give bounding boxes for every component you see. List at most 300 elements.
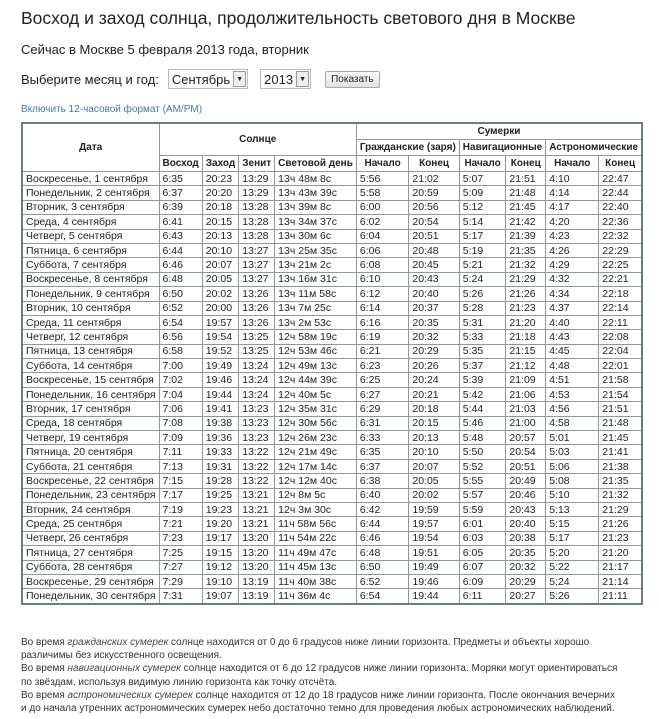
cell-sunset: 20:05: [202, 272, 238, 286]
header-sunrise: Восход: [159, 156, 202, 172]
cell-astro-end: 21:54: [599, 387, 642, 401]
cell-civil-start: 6:23: [356, 359, 409, 373]
cell-civil-start: 6:52: [356, 574, 409, 588]
cell-astro-end: 22:29: [599, 243, 642, 257]
cell-astro-end: 22:44: [599, 186, 642, 200]
cell-nautical-end: 20:38: [506, 531, 546, 545]
cell-civil-end: 20:56: [409, 200, 459, 214]
cell-civil-start: 5:58: [356, 186, 409, 200]
cell-sunset: 19:28: [202, 474, 238, 488]
cell-sunrise: 6:37: [159, 186, 202, 200]
table-row: [22, 287, 642, 301]
cell-zenith: 13:20: [239, 531, 275, 545]
cell-sunset: 19:33: [202, 445, 238, 459]
header-nautical-end: Конец: [506, 156, 546, 172]
cell-nautical-end: 20:49: [506, 474, 546, 488]
cell-nautical-end: 20:46: [506, 488, 546, 502]
cell-nautical-end: 21:39: [506, 229, 546, 243]
cell-civil-end: 20:07: [409, 459, 459, 473]
cell-nautical-end: 20:27: [506, 589, 546, 604]
table-row: [22, 445, 642, 459]
cell-nautical-start: 6:09: [459, 574, 506, 588]
cell-daylight: 13ч 34м 37с: [275, 215, 357, 229]
cell-zenith: 13:25: [239, 344, 275, 358]
cell-date: Суббота, 7 сентября: [22, 258, 159, 272]
cell-civil-start: 6:40: [356, 488, 409, 502]
cell-astro-start: 4:56: [546, 402, 599, 416]
cell-date: Вторник, 17 сентября: [22, 402, 159, 416]
cell-civil-start: 6:08: [356, 258, 409, 272]
table-row: [22, 431, 642, 445]
cell-civil-start: 6:46: [356, 531, 409, 545]
cell-astro-start: 5:20: [546, 546, 599, 560]
cell-zenith: 13:22: [239, 445, 275, 459]
cell-civil-end: 19:44: [409, 589, 459, 604]
cell-astro-end: 21:17: [599, 560, 642, 574]
cell-daylight: 13ч 16м 31с: [275, 272, 357, 286]
cell-daylight: 13ч 11м 58с: [275, 287, 357, 301]
cell-zenith: 13:28: [239, 200, 275, 214]
table-row: [22, 172, 642, 186]
cell-astro-end: 21:38: [599, 459, 642, 473]
cell-daylight: 13ч 48м 8с: [275, 172, 357, 186]
cell-sunset: 20:02: [202, 287, 238, 301]
cell-zenith: 13:23: [239, 431, 275, 445]
cell-sunrise: 7:13: [159, 459, 202, 473]
cell-date: Воскресенье, 15 сентября: [22, 373, 159, 387]
cell-civil-start: 6:48: [356, 546, 409, 560]
cell-sunrise: 6:43: [159, 229, 202, 243]
cell-sunset: 20:10: [202, 243, 238, 257]
cell-astro-end: 22:18: [599, 287, 642, 301]
header-twilight: Сумерки: [356, 123, 642, 140]
table-body: [22, 172, 642, 604]
cell-civil-end: 20:45: [409, 258, 459, 272]
header-civil-end: Конец: [409, 156, 459, 172]
cell-civil-end: 20:10: [409, 445, 459, 459]
cell-daylight: 12ч 26м 23с: [275, 431, 357, 445]
cell-astro-end: 22:01: [599, 359, 642, 373]
cell-zenith: 13:22: [239, 459, 275, 473]
cell-date: Четверг, 19 сентября: [22, 431, 159, 445]
current-date: Сейчас в Москве 5 февраля 2013 года, вторник: [21, 42, 309, 57]
cell-astro-start: 4:37: [546, 301, 599, 315]
cell-astro-end: 22:08: [599, 330, 642, 344]
cell-civil-start: 6:02: [356, 215, 409, 229]
cell-astro-start: 5:03: [546, 445, 599, 459]
cell-zenith: 13:23: [239, 402, 275, 416]
chevron-down-icon: ▼: [296, 71, 309, 87]
cell-civil-start: 6:33: [356, 431, 409, 445]
month-value: Сентябрь: [171, 71, 231, 87]
cell-daylight: 12ч 53м 46с: [275, 344, 357, 358]
cell-date: Среда, 4 сентября: [22, 215, 159, 229]
cell-zenith: 13:21: [239, 517, 275, 531]
picker-label: Выберите месяц и год:: [21, 71, 159, 87]
header-astro-start: Начало: [546, 156, 599, 172]
cell-astro-start: 4:10: [546, 172, 599, 186]
cell-civil-start: 6:44: [356, 517, 409, 531]
cell-sunrise: 7:27: [159, 560, 202, 574]
cell-date: Воскресенье, 1 сентября: [22, 172, 159, 186]
cell-civil-end: 20:37: [409, 301, 459, 315]
table-row: [22, 387, 642, 401]
show-button[interactable]: Показать: [325, 71, 380, 88]
cell-zenith: 13:26: [239, 301, 275, 315]
cell-nautical-end: 21:45: [506, 200, 546, 214]
cell-nautical-end: 21:03: [506, 402, 546, 416]
cell-astro-end: 22:47: [599, 172, 642, 186]
cell-civil-start: 6:38: [356, 474, 409, 488]
year-value: 2013: [264, 71, 294, 87]
cell-nautical-start: 6:11: [459, 589, 506, 604]
cell-date: Четверг, 26 сентября: [22, 531, 159, 545]
cell-astro-start: 5:22: [546, 560, 599, 574]
cell-sunrise: 7:00: [159, 359, 202, 373]
table-row: [22, 574, 642, 588]
cell-astro-start: 4:20: [546, 215, 599, 229]
cell-sunset: 19:15: [202, 546, 238, 560]
cell-nautical-end: 20:35: [506, 546, 546, 560]
cell-sunset: 19:44: [202, 387, 238, 401]
cell-sunset: 20:00: [202, 301, 238, 315]
cell-date: Пятница, 27 сентября: [22, 546, 159, 560]
cell-zenith: 13:26: [239, 287, 275, 301]
cell-zenith: 13:27: [239, 258, 275, 272]
table-row: [22, 474, 642, 488]
cell-civil-end: 20:02: [409, 488, 459, 502]
header-date: Дата: [22, 123, 159, 172]
cell-nautical-start: 5:07: [459, 172, 506, 186]
table-row: [22, 373, 642, 387]
table-row: [22, 229, 642, 243]
cell-daylight: 12ч 58м 19с: [275, 330, 357, 344]
cell-nautical-start: 5:39: [459, 373, 506, 387]
cell-sunrise: 7:25: [159, 546, 202, 560]
cell-date: Пятница, 20 сентября: [22, 445, 159, 459]
note-em: навигационных сумерек: [67, 663, 181, 675]
cell-sunrise: 6:56: [159, 330, 202, 344]
table-row: [22, 402, 642, 416]
cell-civil-start: 6:04: [356, 229, 409, 243]
cell-civil-end: 20:24: [409, 373, 459, 387]
table-row: [22, 459, 642, 473]
cell-civil-start: 6:14: [356, 301, 409, 315]
cell-civil-start: 6:27: [356, 387, 409, 401]
cell-nautical-start: 5:17: [459, 229, 506, 243]
cell-nautical-end: 20:40: [506, 517, 546, 531]
cell-nautical-start: 6:07: [459, 560, 506, 574]
table-row: [22, 560, 642, 574]
cell-nautical-end: 21:15: [506, 344, 546, 358]
cell-nautical-end: 21:06: [506, 387, 546, 401]
cell-astro-end: 22:11: [599, 315, 642, 329]
cell-sunrise: 7:08: [159, 416, 202, 430]
cell-civil-end: 20:48: [409, 243, 459, 257]
cell-nautical-end: 21:26: [506, 287, 546, 301]
table-row: [22, 330, 642, 344]
cell-nautical-start: 6:01: [459, 517, 506, 531]
cell-sunset: 19:10: [202, 574, 238, 588]
cell-sunrise: 7:21: [159, 517, 202, 531]
cell-nautical-end: 20:57: [506, 431, 546, 445]
cell-sunset: 19:52: [202, 344, 238, 358]
cell-date: Вторник, 3 сентября: [22, 200, 159, 214]
cell-civil-start: 5:56: [356, 172, 409, 186]
cell-astro-end: 22:21: [599, 272, 642, 286]
cell-nautical-end: 21:09: [506, 373, 546, 387]
cell-zenith: 13:27: [239, 272, 275, 286]
cell-date: Среда, 18 сентября: [22, 416, 159, 430]
cell-civil-end: 19:46: [409, 574, 459, 588]
note-post: солнце находится от 6 до 12 градусов ниже линии горизонта. Моряки могут ориентироваться по звёздам, используя видимую линию горизонта как точку отсчёта.: [21, 663, 618, 688]
cell-sunrise: 7:19: [159, 502, 202, 516]
cell-zenith: 13:25: [239, 330, 275, 344]
cell-astro-end: 21:32: [599, 488, 642, 502]
cell-sunset: 19:49: [202, 359, 238, 373]
cell-nautical-end: 21:35: [506, 243, 546, 257]
cell-nautical-start: 5:28: [459, 301, 506, 315]
cell-sunrise: 7:17: [159, 488, 202, 502]
cell-daylight: 12ч 35м 31с: [275, 402, 357, 416]
cell-daylight: 13ч 7м 25с: [275, 301, 357, 315]
cell-sunset: 19:46: [202, 373, 238, 387]
cell-civil-start: 6:25: [356, 373, 409, 387]
cell-sunrise: 7:09: [159, 431, 202, 445]
cell-sunset: 19:07: [202, 589, 238, 604]
cell-daylight: 13ч 25м 35с: [275, 243, 357, 257]
note-pre: Во время: [21, 663, 68, 675]
note-pre: Во время: [21, 689, 68, 701]
cell-sunset: 19:12: [202, 560, 238, 574]
cell-date: Воскресенье, 22 сентября: [22, 474, 159, 488]
cell-astro-start: 4:29: [546, 258, 599, 272]
cell-astro-end: 21:29: [599, 502, 642, 516]
cell-astro-start: 4:32: [546, 272, 599, 286]
note-em: астрономических сумерек: [67, 689, 193, 701]
cell-civil-end: 20:59: [409, 186, 459, 200]
cell-daylight: 11ч 40м 38с: [275, 574, 357, 588]
cell-nautical-start: 5:55: [459, 474, 506, 488]
cell-sunrise: 6:58: [159, 344, 202, 358]
cell-astro-start: 4:58: [546, 416, 599, 430]
cell-nautical-start: 5:31: [459, 315, 506, 329]
cell-sunrise: 7:15: [159, 474, 202, 488]
cell-daylight: 12ч 44м 39с: [275, 373, 357, 387]
cell-sunset: 19:31: [202, 459, 238, 473]
cell-astro-start: 5:13: [546, 502, 599, 516]
cell-civil-end: 20:05: [409, 474, 459, 488]
twilight-note: [21, 636, 621, 662]
cell-zenith: 13:19: [239, 589, 275, 604]
cell-daylight: 11ч 36м 4с: [275, 589, 357, 604]
cell-astro-end: 22:14: [599, 301, 642, 315]
chevron-down-icon: ▼: [233, 71, 246, 87]
cell-date: Пятница, 13 сентября: [22, 344, 159, 358]
cell-civil-start: 6:16: [356, 315, 409, 329]
cell-sunset: 20:18: [202, 200, 238, 214]
cell-astro-start: 5:01: [546, 431, 599, 445]
cell-date: Среда, 11 сентября: [22, 315, 159, 329]
cell-nautical-start: 5:09: [459, 186, 506, 200]
cell-daylight: 11ч 49м 47с: [275, 546, 357, 560]
cell-astro-end: 21:35: [599, 474, 642, 488]
cell-civil-end: 19:59: [409, 502, 459, 516]
cell-zenith: 13:24: [239, 373, 275, 387]
table-row: [22, 301, 642, 315]
cell-nautical-start: 5:59: [459, 502, 506, 516]
note-em: гражданских сумерек: [67, 637, 169, 648]
cell-zenith: 13:21: [239, 488, 275, 502]
cell-date: Четверг, 12 сентября: [22, 330, 159, 344]
cell-civil-end: 19:54: [409, 531, 459, 545]
cell-sunset: 19:20: [202, 517, 238, 531]
cell-sunset: 19:38: [202, 416, 238, 430]
cell-sunset: 19:36: [202, 431, 238, 445]
cell-civil-start: 6:42: [356, 502, 409, 516]
cell-astro-start: 4:34: [546, 287, 599, 301]
cell-civil-end: 19:57: [409, 517, 459, 531]
cell-astro-start: 5:24: [546, 574, 599, 588]
cell-astro-end: 22:25: [599, 258, 642, 272]
cell-zenith: 13:20: [239, 560, 275, 574]
cell-date: Понедельник, 9 сентября: [22, 287, 159, 301]
cell-sunrise: 6:35: [159, 172, 202, 186]
cell-astro-start: 5:26: [546, 589, 599, 604]
cell-sunrise: 7:11: [159, 445, 202, 459]
month-select[interactable]: [168, 69, 248, 89]
cell-astro-end: 21:41: [599, 445, 642, 459]
cell-astro-end: 21:23: [599, 531, 642, 545]
cell-daylight: 12ч 49м 13с: [275, 359, 357, 373]
cell-nautical-end: 21:23: [506, 301, 546, 315]
sun-table: [21, 122, 643, 605]
cell-nautical-end: 21:20: [506, 315, 546, 329]
cell-zenith: 13:20: [239, 546, 275, 560]
cell-astro-end: 21:26: [599, 517, 642, 531]
cell-civil-start: 6:37: [356, 459, 409, 473]
cell-civil-start: 6:06: [356, 243, 409, 257]
cell-civil-end: 20:32: [409, 330, 459, 344]
header-nautical: Навигационные: [459, 140, 545, 156]
header-civil-start: Начало: [356, 156, 409, 172]
cell-nautical-end: 20:32: [506, 560, 546, 574]
cell-nautical-end: 21:12: [506, 359, 546, 373]
cell-daylight: 12ч 17м 14с: [275, 459, 357, 473]
cell-daylight: 11ч 45м 13с: [275, 560, 357, 574]
cell-astro-start: 4:26: [546, 243, 599, 257]
cell-zenith: 13:19: [239, 574, 275, 588]
cell-zenith: 13:24: [239, 359, 275, 373]
table-row: [22, 315, 642, 329]
cell-sunrise: 6:44: [159, 243, 202, 257]
twilight-notes: [21, 636, 621, 715]
cell-civil-end: 20:35: [409, 315, 459, 329]
table-row: [22, 359, 642, 373]
header-zenith: Зенит: [239, 156, 275, 172]
cell-nautical-end: 21:42: [506, 215, 546, 229]
cell-civil-start: 6:35: [356, 445, 409, 459]
cell-astro-start: 4:48: [546, 359, 599, 373]
header-sun: Солнце: [159, 123, 356, 156]
cell-zenith: 13:28: [239, 215, 275, 229]
cell-nautical-start: 5:26: [459, 287, 506, 301]
cell-nautical-start: 5:14: [459, 215, 506, 229]
cell-date: Суббота, 14 сентября: [22, 359, 159, 373]
cell-nautical-start: 5:42: [459, 387, 506, 401]
cell-civil-start: 6:00: [356, 200, 409, 214]
cell-civil-start: 6:12: [356, 287, 409, 301]
cell-date: Среда, 25 сентября: [22, 517, 159, 531]
cell-sunrise: 6:50: [159, 287, 202, 301]
cell-sunrise: 6:48: [159, 272, 202, 286]
cell-civil-end: 20:43: [409, 272, 459, 286]
cell-nautical-end: 20:29: [506, 574, 546, 588]
cell-nautical-start: 5:33: [459, 330, 506, 344]
table-row: [22, 531, 642, 545]
cell-astro-start: 4:23: [546, 229, 599, 243]
cell-date: Вторник, 24 сентября: [22, 502, 159, 516]
cell-nautical-end: 21:18: [506, 330, 546, 344]
cell-sunset: 19:25: [202, 488, 238, 502]
cell-astro-end: 22:04: [599, 344, 642, 358]
header-daylight: Световой день: [275, 156, 357, 172]
cell-sunrise: 6:52: [159, 301, 202, 315]
cell-nautical-start: 5:57: [459, 488, 506, 502]
cell-civil-start: 6:54: [356, 589, 409, 604]
table-row: [22, 344, 642, 358]
year-select[interactable]: [260, 69, 311, 89]
cell-date: Четверг, 5 сентября: [22, 229, 159, 243]
table-row: [22, 258, 642, 272]
cell-civil-end: 20:21: [409, 387, 459, 401]
cell-nautical-start: 5:21: [459, 258, 506, 272]
cell-astro-start: 5:17: [546, 531, 599, 545]
cell-civil-start: 6:50: [356, 560, 409, 574]
cell-sunrise: 7:31: [159, 589, 202, 604]
cell-zenith: 13:22: [239, 474, 275, 488]
cell-sunset: 20:15: [202, 215, 238, 229]
ampm-toggle-link[interactable]: Включить 12-часовой формат (AM/PM): [21, 104, 203, 115]
cell-nautical-end: 21:51: [506, 172, 546, 186]
table-row: [22, 215, 642, 229]
cell-sunrise: 7:29: [159, 574, 202, 588]
cell-civil-end: 20:51: [409, 229, 459, 243]
cell-sunset: 20:13: [202, 229, 238, 243]
cell-date: Понедельник, 30 сентября: [22, 589, 159, 604]
cell-nautical-end: 20:54: [506, 445, 546, 459]
cell-civil-end: 20:29: [409, 344, 459, 358]
cell-astro-end: 22:32: [599, 229, 642, 243]
cell-nautical-end: 21:00: [506, 416, 546, 430]
note-post: солнце находится от 12 до 18 градусов ниже линии горизонта. После окончания вечерних и до начала утренних астрономических сумерек небо достаточно темно для проведения любых астрономических наблюдений.: [21, 689, 615, 715]
cell-astro-end: 21:11: [599, 589, 642, 604]
cell-astro-start: 4:45: [546, 344, 599, 358]
cell-astro-end: 21:58: [599, 373, 642, 387]
cell-sunrise: 7:06: [159, 402, 202, 416]
cell-nautical-start: 5:44: [459, 402, 506, 416]
cell-civil-end: 21:02: [409, 172, 459, 186]
cell-zenith: 13:27: [239, 243, 275, 257]
cell-astro-end: 22:40: [599, 200, 642, 214]
cell-astro-start: 4:51: [546, 373, 599, 387]
cell-nautical-start: 5:12: [459, 200, 506, 214]
note-post: солнце находится от 0 до 6 градусов ниже линии горизонта. Предметы и объекты хорошо различимы без искусственного освещения.: [21, 637, 590, 662]
cell-astro-start: 4:14: [546, 186, 599, 200]
cell-zenith: 13:23: [239, 416, 275, 430]
cell-astro-end: 21:45: [599, 431, 642, 445]
cell-daylight: 13ч 2м 53с: [275, 315, 357, 329]
